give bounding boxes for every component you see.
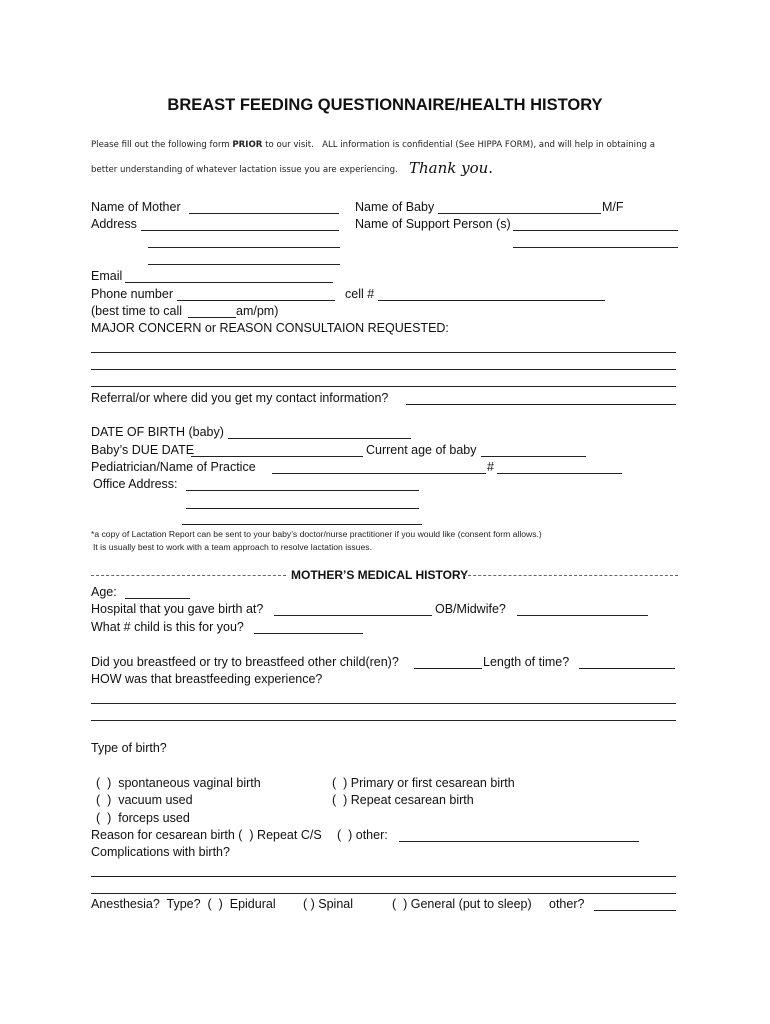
support-person-field-line-1[interactable]: [513, 230, 678, 231]
address-label: Address: [91, 217, 137, 231]
forceps-option[interactable]: ( ) forceps used: [96, 811, 190, 825]
age-field[interactable]: [125, 598, 190, 599]
sex-mf-label: M/F: [602, 200, 624, 214]
phone-number-label: Phone number: [91, 287, 174, 301]
anesthesia-other-field[interactable]: [594, 910, 676, 911]
dob-label: DATE OF BIRTH (baby): [91, 425, 224, 439]
major-concern-line-1[interactable]: [91, 352, 676, 353]
anesthesia-epidural-option[interactable]: Anesthesia? Type? ( ) Epidural: [91, 897, 276, 911]
name-of-baby-label: Name of Baby: [355, 200, 435, 214]
complications-line-2[interactable]: [91, 893, 676, 894]
intro-text-b: to our visit. ALL information is confidential (See HIPPA FORM), and will help in obtaining a: [262, 140, 655, 150]
breastfeed-other-label: Did you breastfeed or try to breastfeed other child(ren)?: [91, 655, 399, 669]
referral-field[interactable]: [406, 404, 676, 405]
address-field-line-1[interactable]: [141, 230, 339, 231]
experience-line-1[interactable]: [91, 703, 676, 704]
office-address-line-2[interactable]: [186, 508, 419, 509]
age-label: Age:: [91, 585, 117, 599]
name-of-baby-field[interactable]: [438, 213, 601, 214]
cell-field[interactable]: [378, 300, 605, 301]
name-of-mother-field[interactable]: [189, 213, 339, 214]
major-concern-line-2[interactable]: [91, 369, 676, 370]
am-pm-label: am/pm): [236, 304, 279, 318]
pediatrician-number-label: #: [487, 460, 494, 474]
email-field[interactable]: [125, 282, 333, 283]
pediatrician-number-field[interactable]: [497, 473, 622, 474]
hospital-field[interactable]: [274, 615, 432, 616]
spinal-option[interactable]: ( ) Spinal: [303, 897, 354, 911]
team-approach-note: It is usually best to work with a team approach to resolve lactation issues.: [93, 542, 372, 552]
section-divider-right: [463, 575, 678, 576]
current-age-label: Current age of baby: [366, 443, 477, 457]
cesarean-other-option[interactable]: ( ) other:: [337, 828, 388, 842]
length-of-time-label: Length of time?: [483, 655, 570, 669]
office-address-label: Office Address:: [93, 477, 178, 491]
child-number-label: What # child is this for you?: [91, 620, 244, 634]
support-person-field-line-2[interactable]: [513, 247, 678, 248]
child-number-field[interactable]: [254, 633, 363, 634]
primary-cesarean-option[interactable]: ( ) Primary or first cesarean birth: [332, 776, 515, 790]
address-field-line-3[interactable]: [148, 264, 340, 265]
office-address-line-1[interactable]: [186, 490, 419, 491]
cell-label: cell #: [345, 287, 375, 301]
name-of-mother-label: Name of Mother: [91, 200, 181, 214]
repeat-cesarean-option[interactable]: ( ) Repeat cesarean birth: [332, 793, 474, 807]
vacuum-option[interactable]: ( ) vacuum used: [96, 793, 193, 807]
type-of-birth-label: Type of birth?: [91, 741, 167, 755]
email-label: Email: [91, 269, 123, 283]
cesarean-other-field[interactable]: [399, 841, 639, 842]
thank-you-text: Thank you.: [409, 159, 494, 177]
lactation-report-note: *a copy of Lactation Report can be sent to your baby’s doctor/nurse practitioner if you would like (consent form allows.): [91, 529, 542, 539]
pediatrician-label: Pediatrician/Name of Practice: [91, 460, 256, 474]
due-date-label: Baby’s DUE DATE: [91, 443, 195, 457]
phone-number-field[interactable]: [177, 300, 335, 301]
form-title: BREAST FEEDING QUESTIONNAIRE/HEALTH HISTORY: [167, 96, 603, 114]
complications-label: Complications with birth?: [91, 845, 230, 859]
complications-line-1[interactable]: [91, 876, 676, 877]
intro-text-a: Please fill out the following form: [91, 140, 233, 150]
hospital-label: Hospital that you gave birth at?: [91, 602, 264, 616]
referral-label: Referral/or where did you get my contact information?: [91, 391, 389, 405]
best-time-field[interactable]: [188, 317, 236, 318]
intro-line-1: [91, 140, 655, 150]
due-date-field[interactable]: [191, 456, 363, 457]
major-concern-line-3[interactable]: [91, 386, 676, 387]
experience-line-2[interactable]: [91, 720, 676, 721]
breastfeed-other-field[interactable]: [414, 668, 482, 669]
ob-midwife-field[interactable]: [517, 615, 648, 616]
major-concern-label: MAJOR CONCERN or REASON CONSULTAION REQUESTED:: [91, 321, 449, 335]
how-experience-label: HOW was that breastfeeding experience?: [91, 672, 323, 686]
intro-prior-bold: PRIOR: [232, 140, 263, 150]
support-person-label: Name of Support Person (s): [355, 217, 511, 231]
cesarean-reason-label[interactable]: Reason for cesarean birth ( ) Repeat C/S: [91, 828, 322, 842]
section-divider-left: [91, 575, 286, 576]
intro-line-2: better understanding of whatever lactation issue you are experiencing.: [91, 165, 398, 175]
length-of-time-field[interactable]: [579, 668, 675, 669]
office-address-line-3[interactable]: [182, 524, 422, 525]
current-age-field[interactable]: [481, 456, 586, 457]
anesthesia-other-label: other?: [549, 897, 585, 911]
spontaneous-vaginal-option[interactable]: ( ) spontaneous vaginal birth: [96, 776, 261, 790]
best-time-label: (best time to call: [91, 304, 186, 318]
dob-field[interactable]: [228, 438, 411, 439]
address-field-line-2[interactable]: [148, 247, 340, 248]
medical-history-heading: MOTHER’S MEDICAL HISTORY: [291, 568, 469, 582]
general-option[interactable]: ( ) General (put to sleep): [392, 897, 532, 911]
ob-midwife-label: OB/Midwife?: [435, 602, 506, 616]
pediatrician-field[interactable]: [272, 473, 486, 474]
